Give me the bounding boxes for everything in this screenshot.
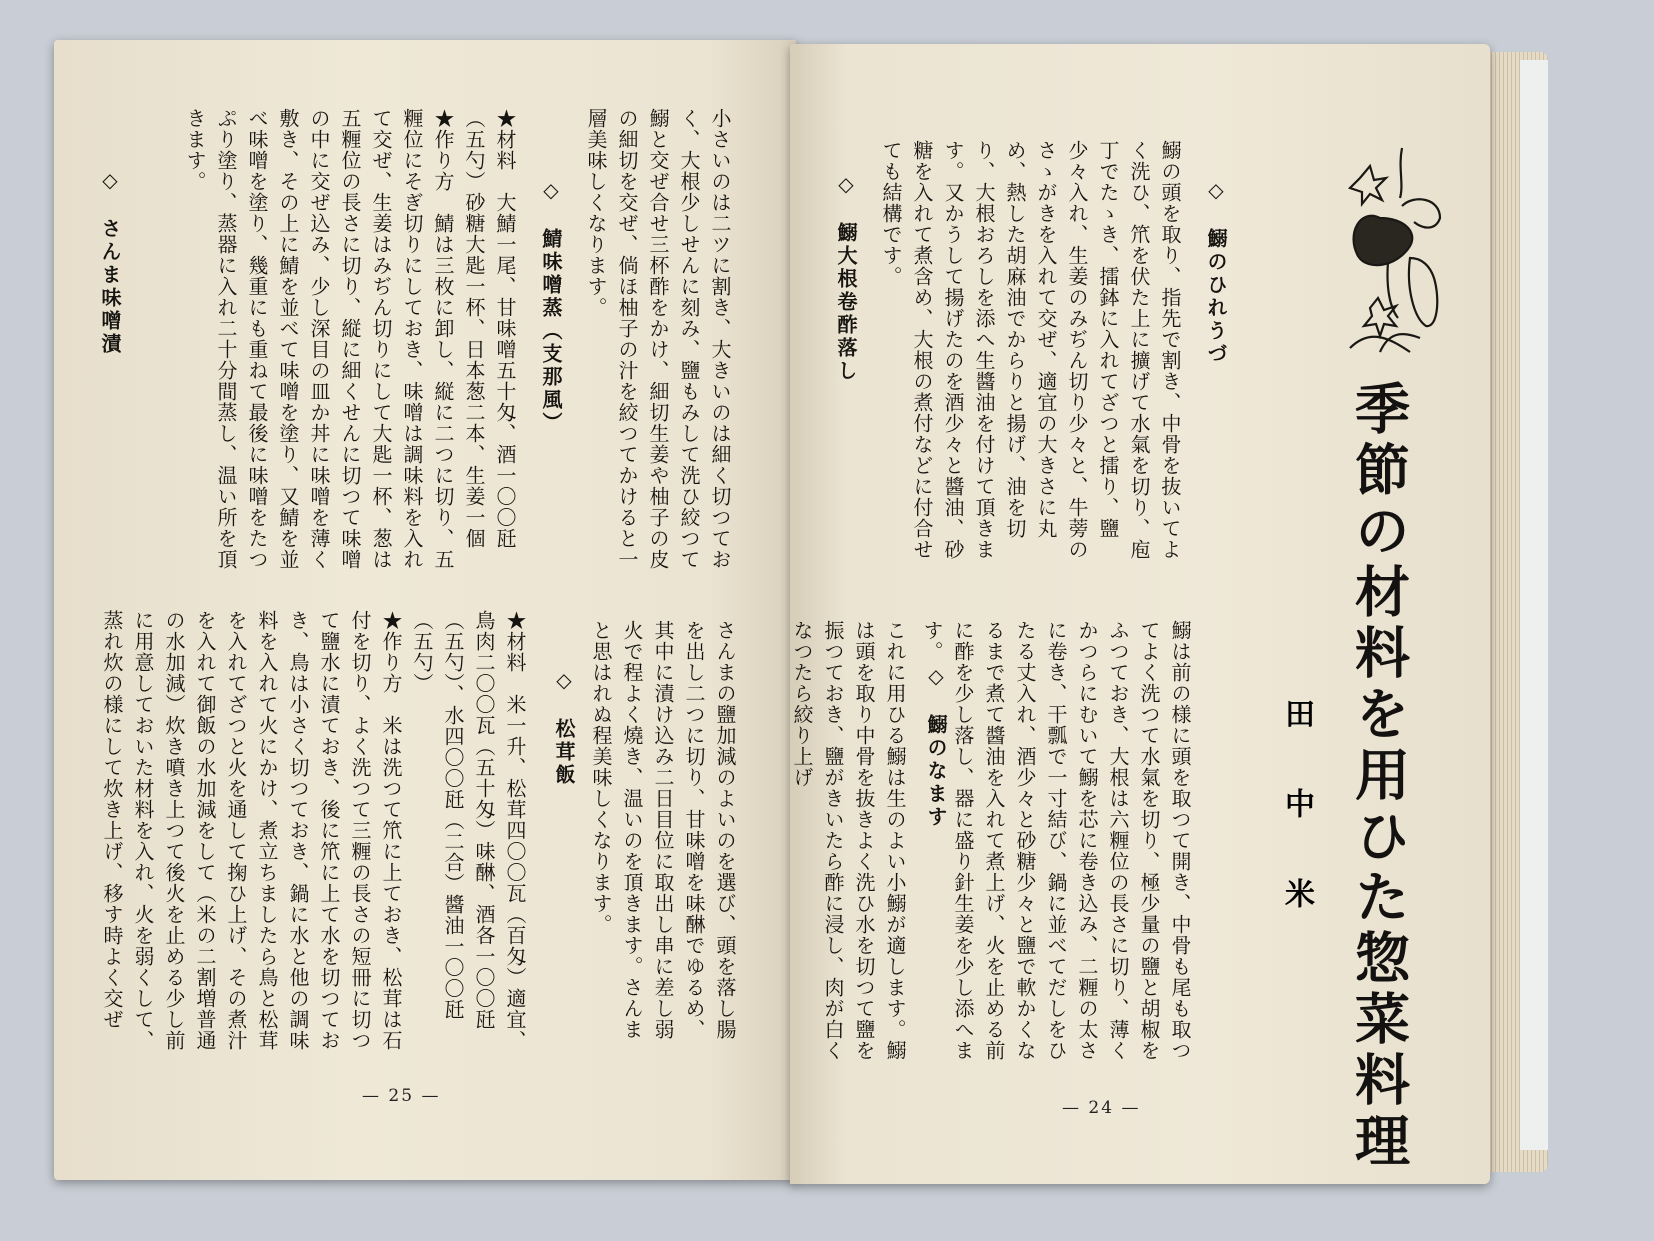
section-heading: ◇ さんま味噌漬 xyxy=(98,168,122,356)
section-body: ★材料 大鯖一尾、甘味噌五十匁、酒一〇〇瓩（五勺）砂糖大匙一杯、日本葱二本、生姜一個 ★作り方 鯖は三枚に卸し、縦に二つに切り、五糎位にそぎ切りにしておき、味噌は調味料を入れて交ぜ、生姜はみぢん切りにして大匙一杯、葱は五糎位の長さに切り、縦に細くせんに切つて味噌の中に交ぜ込み、少し深目の皿か丼に味噌を薄く敷き、その上に鯖を並べて味噌を塗り、又鯖を並べ味噌を塗り、幾重にも重ねて最後に味噌をたつぷり塗り、蒸器に入れ二十分間蒸し、温い所を頂きます。 xyxy=(183,108,517,570)
section-heading: ◇ 松茸飯 xyxy=(552,668,576,787)
mushroom-flower-illustration-icon xyxy=(1340,138,1446,358)
section-heading: ◇ 鰯のなます xyxy=(924,664,948,829)
article-title: 季節の材料を用ひた惣菜料理 xyxy=(1346,380,1411,1173)
page-number: — 24 — xyxy=(1062,1098,1141,1118)
section-body: 鰯の頭を取り、指先で割き、中骨を抜いてよく洗ひ、笊を伏た上に擴げて水氣を切り、庖丁でたゝき、擂鉢に入れてざつと擂り、鹽少々入れ、生姜のみぢん切り少々と、牛蒡のさゝがきを入れて交ぜ、適宜の大きさに丸め、熱した胡麻油でからりと揚げ、油を切り、大根おろしを添へ生醬油を付けて頂きます。又かうして揚げたのを酒少々と醬油、砂糖を入れて煮含め、大根の煮付などに付合せても結構です。 xyxy=(879,140,1182,560)
author-name: 田中米 xyxy=(1279,698,1314,968)
section-heading: ◇ 鰯大根卷酢落し xyxy=(834,172,858,383)
section-body: さんまの鹽加減のよいのを選び、頭を落し腸を出し二つに切り、甘味噌を味醂でゆるめ、其中に漬け込み二日目位に取出し串に差し弱火で程よく燒き、温いのを頂きます。さんまと思はれぬ程美味しくなります。 xyxy=(589,620,737,1040)
section-body: 小さいのは二ツに割き、大きいのは細く切つておく、大根少しせんに刻み、鹽もみして洗ひ絞つて鰯と交ぜ合せ三杯酢をかけ、細切生姜や柚子の皮の細切を交ぜ、倘ほ柚子の汁を絞つてかけると一層美味しくなります。 xyxy=(584,108,732,570)
section-body: これに用ひる鰯は生のよい小鰯が適します。鰯は頭を取り中骨を抜きよく洗ひ水を切つて鹽を振つておき、鹽がきいたら酢に浸し、肉が白くなつたら絞り上げ xyxy=(790,620,907,1061)
section-heading: ◇ 鰯のひれうづ xyxy=(1204,178,1228,366)
page-number: — 25 — xyxy=(362,1086,441,1106)
section-heading: ◇ 鯖味噌蒸（支那風） xyxy=(539,178,563,435)
section-body: 鰯は前の様に頭を取つて開き、中骨も尾も取つてよく洗つて水氣を切り、極少量の鹽と胡椒をふつておき、大根は六糎位の長さに切り、薄くかつらにむいて鰯を芯に卷き込み、二糎の太さに卷き、干瓢で一寸結び、鍋に並べてだしをひたる丈入れ、酒少々と砂糖少々と鹽で軟かくなるまで煮て醬油を入れて煮上げ、火を止める前に酢を少し落し、器に盛り針生姜を少し添へます。 xyxy=(920,620,1192,1061)
section-body: ★材料 米一升、松茸四〇〇瓦（百匁）適宜、鳥肉二〇〇瓦（五十匁）味醂、酒各一〇〇瓩（五勺）、水四〇〇瓩（二合）醬油一〇〇瓩（五勺） ★作り方 米は洗つて笊に上ておき、松茸は石付を切り、よく洗つて三糎の長さの短冊に切つて鹽水に漬ておき、後に笊に上て水を切つておき、鳥は小さく切つておき、鍋に水と他の調味料を入れて火にかけ、煮立ちましたら鳥と松茸を入れてざつと火を通して掬ひ上げ、その煮汁を入れて御飯の水加減をして（米の二割増普通の水加減）炊き噴き上つて後火を止める少し前に用意しておいた材料を入れ、火を弱くして、蒸れ炊の様にして炊き上げ、移す時よく交ぜ xyxy=(100,610,527,1051)
paper-edge-strip xyxy=(1520,60,1548,1150)
